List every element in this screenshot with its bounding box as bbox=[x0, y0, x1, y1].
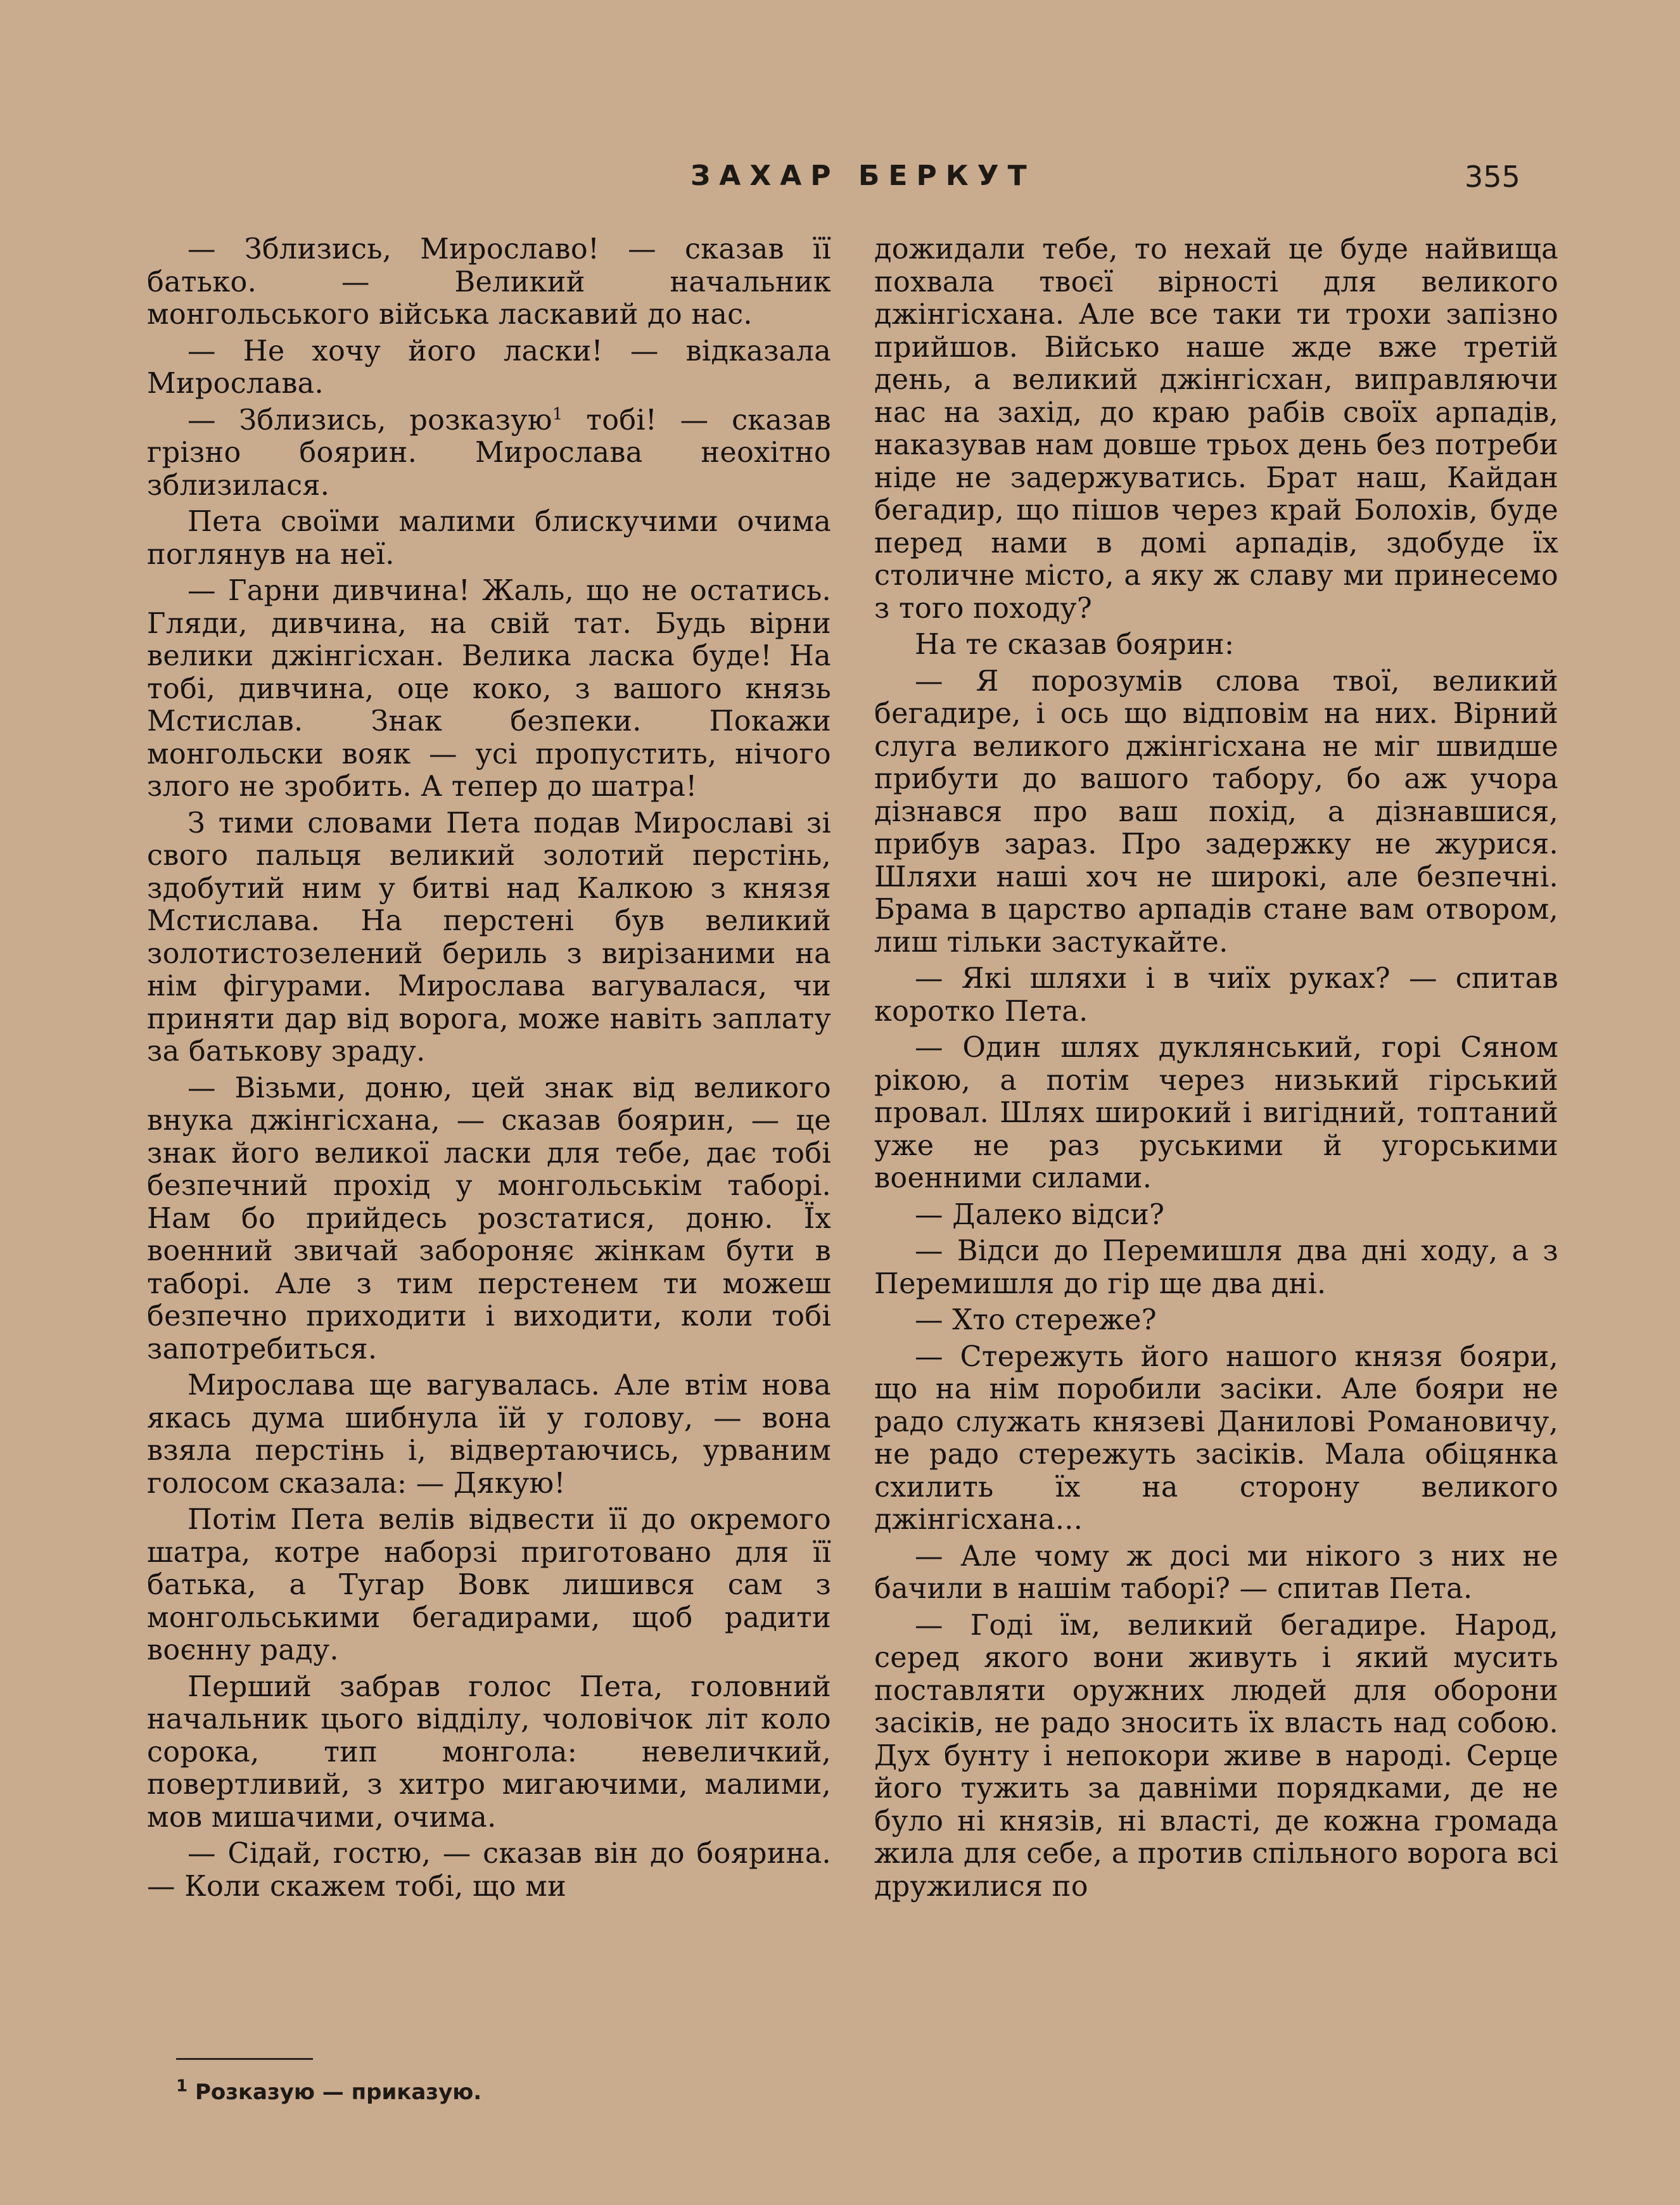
footnote-divider bbox=[176, 2058, 313, 2060]
paragraph-text: тобі! — сказав грізно боярин. Мирослава неохітно зблизилася. bbox=[147, 404, 831, 502]
paragraph-text: — Один шлях дуклянський, горі Сяном рікою, а потім через низький гірський провал. Шлях широкий і вигідний, топтаний уже не раз руськими й угорськими военними силами. bbox=[874, 1032, 1558, 1194]
paragraph-text: — Зблизись, Мирославо! — сказав її батько. — Великий начальник монгольського війська ласкавий до нас. bbox=[147, 233, 831, 331]
paragraph bbox=[147, 807, 831, 1068]
paragraph-text: — Які шляхи і в чиїх руках? — спитав коротко Пета. bbox=[874, 962, 1558, 1028]
paragraph-text: Потім Пета велів відвести її до окремого шатра, котре наборзі приготовано для її батька, а Тугар Вовк лишився сам з монгольськими бегадирами, щоб радити воєнну раду. bbox=[147, 1504, 831, 1666]
footnote-mark: 1 bbox=[176, 2076, 188, 2096]
paragraph-text: — Сідай, гостю, — сказав він до боярина. — Коли скажем тобі, що ми bbox=[147, 1838, 831, 1903]
footnote bbox=[176, 2076, 482, 2105]
paragraph-text: — Годі їм, великий бегадире. Народ, серед якого вони живуть і який мусить поставляти оружних людей для оборони засіків, не радо зносить їх власть над собою. Дух бунту і непокори живе в народі. Серце його тужить за давніми порядками, де не було ні князів, ні власті, де кожна громада жила для себе, а против спільного ворога всі дружилися по bbox=[874, 1609, 1558, 1903]
right-column bbox=[874, 233, 1558, 1907]
running-title: ЗАХАР БЕРКУТ bbox=[690, 160, 1036, 192]
paragraph-text: — Зблизись, розказую bbox=[188, 404, 552, 437]
footnote-reference: 1 bbox=[552, 404, 563, 424]
paragraph bbox=[874, 233, 1558, 625]
paragraph bbox=[147, 1504, 831, 1667]
paragraph bbox=[147, 1838, 831, 1903]
paragraph-text: — Гарни дивчина! Жаль, що не остатись. Гляди, дивчина, на свій тат. Будь вірни велики джінгісхан. Велика ласка буде! На тобі, дивчина, оце коко, з вашого князь Мстислав. Знак безпеки. Покажи монгольски вояк — усі пропустить, нічого злого не зробить. А тепер до шатра! bbox=[147, 575, 831, 803]
paragraph bbox=[874, 1540, 1558, 1606]
paragraph-text: — Далеко відси? bbox=[915, 1198, 1165, 1231]
paragraph-text: Перший забрав голос Пета, головний начальник цього відділу, чоловічок літ коло сорока, тип монгола: невеличкий, повертливий, з хитро мигаючими, малими, мов мишачими, очима. bbox=[147, 1670, 831, 1834]
paragraph bbox=[874, 1341, 1558, 1537]
paragraph bbox=[147, 404, 831, 502]
paragraph bbox=[874, 1304, 1558, 1337]
paragraph bbox=[874, 1609, 1558, 1903]
paragraph-text: — Я порозумів слова твої, великий бегадире, і ось що відповім на них. Вірний слуга великого джінгісхана не міг швидше прибути до вашого табору, бо аж учора дізнався про ваш похід, а дізнавшися, прибув зараз. Про задержку не журися. Шляхи наші хоч не широкі, але безпечні. Брама в царство арпадів стане вам отвором, лиш тільки застукайте. bbox=[874, 665, 1558, 959]
paragraph bbox=[874, 1235, 1558, 1300]
paragraph bbox=[874, 1032, 1558, 1195]
page-number: 355 bbox=[1465, 160, 1520, 194]
paragraph bbox=[874, 1199, 1558, 1232]
paragraph bbox=[147, 233, 831, 331]
paragraph-text: — Відси до Перемишля два дні ходу, а з Перемишля до гір ще два дні. bbox=[874, 1235, 1558, 1300]
paragraph-text: — Стережуть його нашого князя бояри, що на нім поробили засіки. Але бояри не радо служать князеві Данилові Романовичу, не радо стережуть засіків. Мала обіцянка схилить їх на сторону великого джінгісхана... bbox=[874, 1340, 1558, 1536]
paragraph bbox=[874, 629, 1558, 662]
paragraph-text: дожидали тебе, то нехай це буде найвища похвала твоєї вірності для великого джінгісхана. Але все таки ти трохи запізно прийшов. Військо наше жде вже третій день, а великий джінгісхан, виправляючи нас на захід, до краю рабів своїх арпадів, наказував нам довше трьох день без потреби ніде не задержуватись. Брат наш, Кайдан бегадир, що пішов через край Болохів, буде перед нами в домі арпадів, здобуде їх столичне місто, а яку ж славу ми принесемо з того походу? bbox=[874, 233, 1558, 625]
paragraph-text: — Але чому ж досі ми нікого з них не бачили в нашім таборі? — спитав Пета. bbox=[874, 1540, 1558, 1605]
paragraph bbox=[147, 1671, 831, 1834]
paragraph-text: З тими словами Пета подав Мирославі зі свого пальця великий золотий перстінь, здобутий ним у битві над Калкою з князя Мстислава. На перстені був великий золотистозелений бериль з вирізаними на нім фігурами. Мирослава вагувалася, чи приняти дар від ворога, може навіть заплату за батькову зраду. bbox=[147, 807, 831, 1068]
footnote-text: Розказую — приказую. bbox=[194, 2080, 482, 2105]
paragraph-text: — Візьми, доню, цей знак від великого внука джінгісхана, — сказав боярин, — це знак його великої ласки для тебе, дає тобі безпечний прохід у монгольськім таборі. Нам бо прийдесь розстатися, доню. Їх военний звичай забороняє жінкам бути в таборі. Але з тим перстенем ти можеш безпечно приходити і виходити, коли тобі запотребиться. bbox=[147, 1071, 831, 1365]
paragraph bbox=[147, 335, 831, 400]
paragraph bbox=[147, 506, 831, 571]
paragraph-text: Пета своїми малими блискучими очима поглянув на неї. bbox=[147, 506, 831, 571]
paragraph-text: — Не хочу його ласки! — відказала Мирослава. bbox=[147, 335, 831, 400]
paragraph bbox=[147, 1369, 831, 1500]
paragraph bbox=[874, 962, 1558, 1028]
paragraph-text: На те сказав боярин: bbox=[915, 629, 1235, 661]
paragraph-text: — Хто стереже? bbox=[915, 1304, 1157, 1336]
paragraph bbox=[874, 665, 1558, 959]
left-column bbox=[147, 233, 831, 1907]
paragraph-text: Мирослава ще вагувалась. Але втім нова якась дума шибнула їй у голову, — вона взяла перстінь і, відвертаючись, урваним голосом сказала: — Дякую! bbox=[147, 1369, 831, 1500]
paragraph bbox=[147, 575, 831, 803]
paragraph bbox=[147, 1072, 831, 1366]
